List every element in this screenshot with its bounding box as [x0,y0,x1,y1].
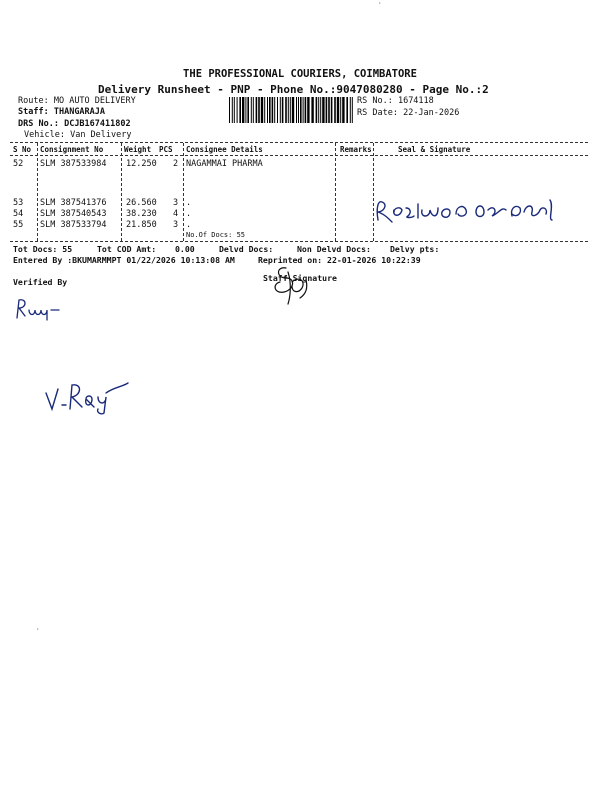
row-pcs: 2 [173,159,179,169]
barcode-bar [251,97,252,123]
row-consignee: . [186,198,192,208]
barcode-bar [296,97,297,123]
table-top-rule [10,142,588,143]
barcode-bar [261,97,263,123]
non-delvd-docs: Non Delvd Docs: [297,244,371,254]
rs-date-label: RS Date: [357,108,398,118]
vehicle-label: Vehicle: [24,130,65,140]
barcode-bar [280,97,281,123]
row-weight: 26.560 [126,198,157,208]
row-weight: 21.850 [126,220,157,230]
barcode-bar [234,97,235,123]
barcode-bar [303,97,304,123]
barcode-bar [277,97,278,123]
barcode-bar [264,97,265,123]
barcode-bar [305,97,307,123]
row-sno: 52 [13,159,24,169]
barcode-bar [272,97,274,123]
row-consignee: . [186,209,192,219]
verified-by-label: Verified By [13,277,68,287]
tot-cod-value: 0.00 [175,244,195,254]
stray-mark: · [378,0,382,7]
row-weight: 12.250 [126,159,157,169]
col-header-seal-signature: Seal & Signature [398,145,471,154]
barcode-bar [253,97,254,123]
row-consignment: SLM 387541376 [40,198,107,208]
barcode-bar [245,97,246,123]
col-header-consignee: Consignee Details [186,145,263,154]
rs-date-value: 22-Jan-2026 [403,108,460,118]
col-divider [121,143,122,241]
table-header-rule [10,155,588,156]
tot-cod-label: Tot COD Amt: [97,244,157,254]
row-pcs: 4 [173,209,179,219]
consignee-handwritten-signature [372,190,582,228]
barcode-bar [334,97,336,123]
row-consignee: NAGAMMAI PHARMA [186,159,263,169]
drs-value: DCJB167411802 [64,119,131,129]
barcode-bar [340,97,341,123]
col-divider [183,143,184,241]
row-pcs: 3 [173,220,179,230]
barcode-bar [292,97,294,123]
barcode-bar [258,97,260,123]
barcode-bar [285,97,287,123]
col-header-pcs: PCS [159,145,173,154]
barcode-bar [300,97,302,123]
row-sno: 54 [13,209,24,219]
barcode-bar [322,97,324,123]
drs-line [18,119,131,129]
rs-date-line [357,108,459,118]
col-header-sno: S No [13,145,32,154]
col-divider [335,143,336,241]
staff-handwritten-signature [262,262,322,306]
rs-no-value: 1674118 [397,96,434,106]
barcode-bar [267,97,268,123]
barcode-bar [350,97,351,123]
route-label: Route: [18,96,49,106]
company-name: THE PROFESSIONAL COURIERS, COIMBATORE [183,68,417,80]
barcode-bar [274,97,275,123]
barcode-bar [352,97,353,123]
row-sno: 55 [13,220,24,230]
barcode-image [229,97,353,123]
row-pcs: 3 [173,198,179,208]
barcode-bar [337,97,339,123]
staff-signature-label: Staff Signature [263,273,337,283]
rs-no-label: RS No.: [357,96,393,106]
entered-by: Entered By :BKUMARMMPT 01/22/2026 10:13:08 AM [13,255,235,265]
barcode-bar [346,97,348,123]
barcode-bar [328,97,330,123]
barcode-bar [256,97,258,123]
route-value: MO AUTO DELIVERY [53,96,136,106]
barcode-bar [298,97,299,123]
barcode-bar [247,97,249,123]
barcode-bar [316,97,318,123]
runsheet-title: Delivery Runsheet - PNP - Phone No.:9047080280 - Page No.:2 [98,83,489,96]
staff-value: THANGARAJA [53,107,106,117]
row-consignment: SLM 387533984 [40,159,107,169]
col-header-remarks: Remarks [340,145,372,154]
barcode-bar [239,97,241,123]
vehicle-line [24,130,132,140]
barcode-bar [242,97,244,123]
rs-no-line [357,96,434,106]
drs-label: DRS No.: [18,119,59,129]
row-sno: 53 [13,198,24,208]
staff-label: Staff: [18,107,49,117]
barcode-bar [282,97,284,123]
barcode-bar [311,97,313,123]
route-line [18,96,136,106]
barcode-bar [307,97,309,123]
verifier-handwritten-initials [13,296,63,322]
delvd-docs: Delvd Docs: [219,244,274,254]
stray-mark: · [36,626,40,633]
col-divider [37,143,38,241]
row-consignment: SLM 387540543 [40,209,107,219]
barcode-bar [269,97,271,123]
totals-rule [10,241,588,242]
delvy-pts: Delvy pts: [390,244,440,254]
barcode-bar [229,97,230,123]
staff-line [18,107,105,117]
barcode-bar [288,97,289,123]
vehicle-value: Van Delivery [70,130,132,140]
barcode-bar [232,97,233,123]
barcode-bar [326,97,328,123]
barcode-bar [237,97,238,123]
barcode-bar [320,97,321,123]
barcode-bar [290,97,291,123]
row-weight: 38.230 [126,209,157,219]
col-header-weight: Weight [124,145,152,154]
handwritten-name-signature [42,375,132,415]
col-header-consignment: Consignment No [40,145,104,154]
barcode-bar [331,97,333,123]
tot-docs: Tot Docs: 55 [13,244,73,254]
row-consignment: SLM 387533794 [40,220,107,230]
barcode-bar [318,97,319,123]
no-of-docs: No.Of Docs: 55 [186,231,246,239]
row-consignee: . [186,220,192,230]
barcode-bar [342,97,344,123]
reprinted-on: Reprinted on: 22-01-2026 10:22:39 [258,255,421,265]
